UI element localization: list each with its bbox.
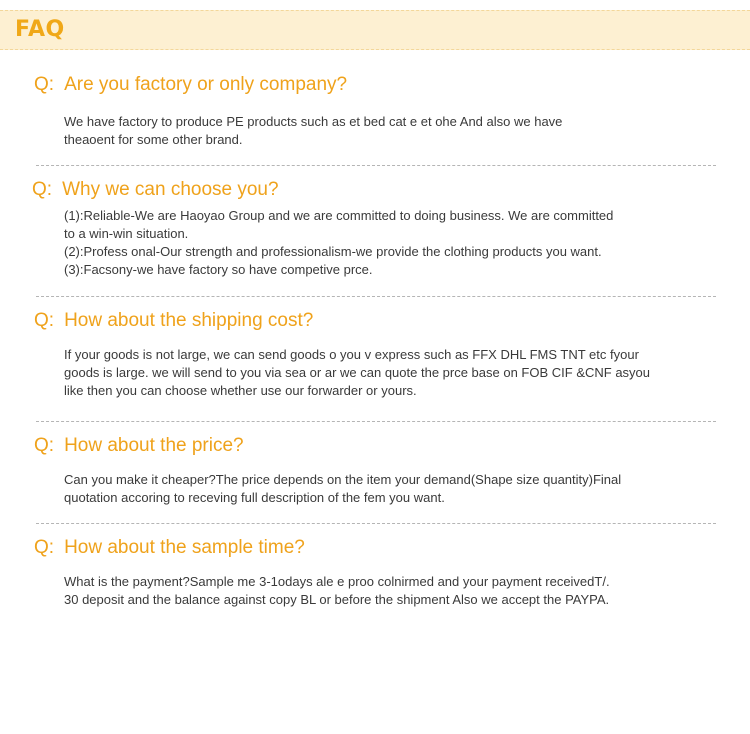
faq-answer-4	[64, 471, 724, 507]
answer-line: quotation accoring to receving full description of the fem you want.	[64, 490, 445, 505]
question-prefix: Q:	[34, 310, 55, 331]
question-text: How about the shipping cost?	[64, 310, 314, 331]
answer-line: 30 deposit and the balance against copy BL or before the shipment Also we accept the PAYPA.	[64, 592, 610, 607]
divider	[36, 421, 716, 422]
question-prefix: Q:	[34, 74, 55, 95]
page-title: FAQ	[15, 17, 65, 42]
answer-line: If your goods is not large, we can send goods o you v express such as FFX DHL FMS TNT etc fyour	[64, 347, 639, 362]
answer-line: What is the payment?Sample me 3-1odays ale e proo colnirmed and your payment receivedT/.	[64, 574, 610, 589]
divider	[36, 165, 716, 166]
faq-answer-5	[64, 573, 724, 609]
answer-line: to a win-win situation.	[64, 226, 189, 241]
faq-question-4	[34, 435, 244, 461]
faq-question-1	[34, 74, 347, 100]
divider	[36, 296, 716, 297]
answer-line: Can you make it cheaper?The price depends on the item your demand(Shape size quantity)Final	[64, 472, 622, 487]
answer-line: goods is large. we will send to you via sea or ar we can quote the prce base on FOB CIF &CNF asyou	[64, 365, 651, 380]
question-prefix: Q:	[32, 179, 53, 200]
answer-line: (1):Reliable-We are Haoyao Group and we are committed to doing business. We are committed	[64, 208, 614, 223]
faq-answer-1	[64, 113, 724, 149]
question-prefix: Q:	[34, 537, 55, 558]
answer-line: theaoent for some other brand.	[64, 132, 243, 147]
question-text: Are you factory or only company?	[64, 74, 348, 95]
answer-line: like then you can choose whether use our forwarder or yours.	[64, 383, 417, 398]
answer-line: (3):Facsony-we have factory so have competive prce.	[64, 262, 373, 277]
faq-answer-3	[64, 346, 724, 400]
divider	[36, 523, 716, 524]
answer-line: (2):Profess onal-Our strength and professionalism-we provide the clothing products you want.	[64, 244, 602, 259]
answer-line: We have factory to produce PE products such as et bed cat e et ohe And also we have	[64, 114, 563, 129]
faq-question-3	[34, 310, 313, 336]
faq-question-5	[34, 537, 305, 563]
faq-question-2	[32, 179, 279, 205]
question-prefix: Q:	[34, 435, 55, 456]
question-text: Why we can choose you?	[62, 179, 279, 200]
question-text: How about the price?	[64, 435, 244, 456]
faq-banner	[0, 10, 750, 50]
faq-answer-2	[64, 207, 724, 279]
question-text: How about the sample time?	[64, 537, 305, 558]
